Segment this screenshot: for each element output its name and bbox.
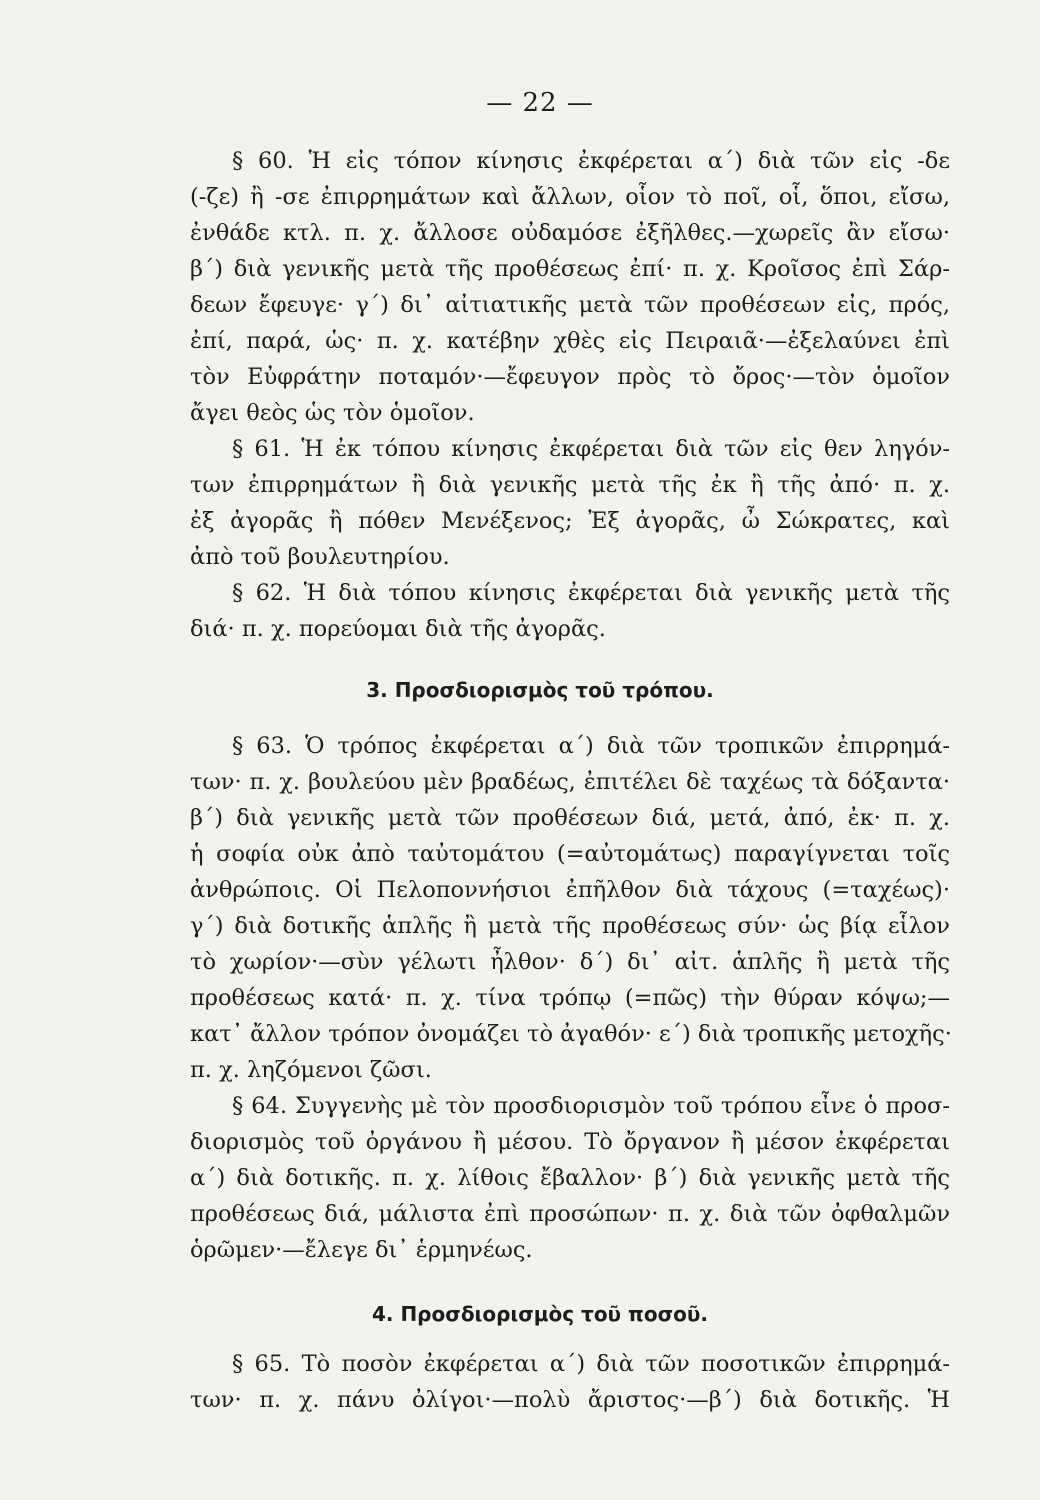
text-line: των ἐπιρρημάτων ἢ διὰ γενικῆς μετὰ τῆς ἐκ ἢ τῆς ἀπό· π. χ. [190,472,950,498]
text-line: β΄) διὰ γενικῆς μετὰ τῆς προθέσεως ἐπί· π. χ. Κροῖσος ἐπὶ Σάρ- [190,256,950,282]
text-line: διορισμὸς τοῦ ὀργάνου ἢ μέσου. Τὸ ὄργανον ἢ μέσον ἐκφέρεται [190,1129,950,1155]
text-line: ὁρῶμεν·—ἔλεγε δι᾿ ἑρμηνέως. [190,1237,533,1263]
text-line: προθέσεως διά, μάλιστα ἐπὶ προσώπων· π. χ. διὰ τῶν ὀφθαλμῶν [190,1201,950,1227]
text-line: ἀπὸ τοῦ βουλευτηρίου. [190,544,450,570]
text-line: ἄγει θεὸς ὡς τὸν ὁμοῖον. [190,400,475,426]
text-line: ἡ σοφία οὐκ ἀπὸ ταὐτομάτου (=αὐτομάτως) παραγίγνεται τοῖς [190,841,950,867]
text-line: § 63. Ὁ τρόπος ἐκφέρεται α΄) διὰ τῶν τροπικῶν ἐπιρρημά- [232,733,950,759]
text-line: § 65. Τὸ ποσὸν ἐκφέρεται α΄) διὰ τῶν ποσοτικῶν ἐπιρρημά- [232,1351,950,1377]
text-line: τὸν Εὐφράτην ποταμόν·—ἔφευγον πρὸς τὸ ὄρος·—τὸν ὁμοῖον [190,364,950,390]
text-line: ἐξ ἀγορᾶς ἢ πόθεν Μενέξενος; Ἐξ ἀγορᾶς, ὦ Σώκρατες, καὶ [190,508,950,534]
text-line: γ΄) διὰ δοτικῆς ἁπλῆς ἢ μετὰ τῆς προθέσεως σύν· ὡς βίᾳ εἷλον [190,913,950,939]
section-heading: 4. Προσδιορισμὸς τοῦ ποσοῦ. [371,1302,709,1326]
text-line: των· π. χ. βουλεύου μὲν βραδέως, ἐπιτέλει δὲ ταχέως τὰ δόξαντα· [190,769,950,795]
text-line: β΄) διὰ γενικῆς μετὰ τῶν προθέσεων διά, μετά, ἀπό, ἐκ· π. χ. [190,805,950,831]
text-line: διά· π. χ. πορεύομαι διὰ τῆς ἀγορᾶς. [190,616,606,642]
text-line: των· π. χ. πάνυ ὀλίγοι·—πολὺ ἄριστος·—β΄) διὰ δοτικῆς. Ἡ [190,1387,950,1413]
section-heading: 3. Προσδιορισμὸς τοῦ τρόπου. [366,678,714,702]
text-line: ἐπί, παρά, ὡς· π. χ. κατέβην χθὲς εἰς Πειραιᾶ·—ἐξελαύνει ἐπὶ [190,328,950,354]
text-line: α΄) διὰ δοτικῆς. π. χ. λίθοις ἔβαλλον· β΄) διὰ γενικῆς μετὰ τῆς [190,1165,950,1191]
text-line: § 62. Ἡ διὰ τόπου κίνησις ἐκφέρεται διὰ γενικῆς μετὰ τῆς [232,580,950,606]
text-line: κατ᾿ ἄλλον τρόπον ὀνομάζει τὸ ἀγαθόν· ε΄) διὰ τροπικῆς μετοχῆς· [190,1021,952,1047]
text-line: προθέσεως κατά· π. χ. τίνα τρόπῳ (=πῶς) τὴν θύραν κόψω;— [190,985,950,1011]
text-line: (-ζε) ἢ -σε ἐπιρρημάτων καὶ ἄλλων, οἷον τὸ ποῖ, οἷ, ὅποι, εἴσω, [190,184,950,210]
text-line: ἐνθάδε κτλ. π. χ. ἄλλοσε οὐδαμόσε ἐξῆλθες.—χωρεῖς ἂν εἴσω· [190,220,950,246]
text-line: ἀνθρώποις. Οἱ Πελοποννήσιοι ἐπῆλθον διὰ τάχους (=ταχέως)· [190,877,950,903]
text-line: δεων ἔφευγε· γ΄) δι᾿ αἰτιατικῆς μετὰ τῶν προθέσεων εἰς, πρός, [190,292,950,318]
text-line: τὸ χωρίον·—σὺν γέλωτι ἦλθον· δ΄) δι᾿ αἰτ. ἁπλῆς ἢ μετὰ τῆς [190,949,950,975]
text-line: π. χ. ληζόμενοι ζῶσι. [190,1057,432,1083]
text-line: § 64. Συγγενὴς μὲ τὸν προσδιορισμὸν τοῦ τρόπου εἶνε ὁ προσ- [232,1093,950,1119]
text-line: § 60. Ἡ εἰς τόπον κίνησις ἐκφέρεται α΄) διὰ τῶν εἰς -δε [232,148,950,174]
text-line: § 61. Ἡ ἐκ τόπου κίνησις ἐκφέρεται διὰ τῶν εἰς θεν ληγόν- [232,436,950,462]
page-number: — 22 — [486,88,594,118]
